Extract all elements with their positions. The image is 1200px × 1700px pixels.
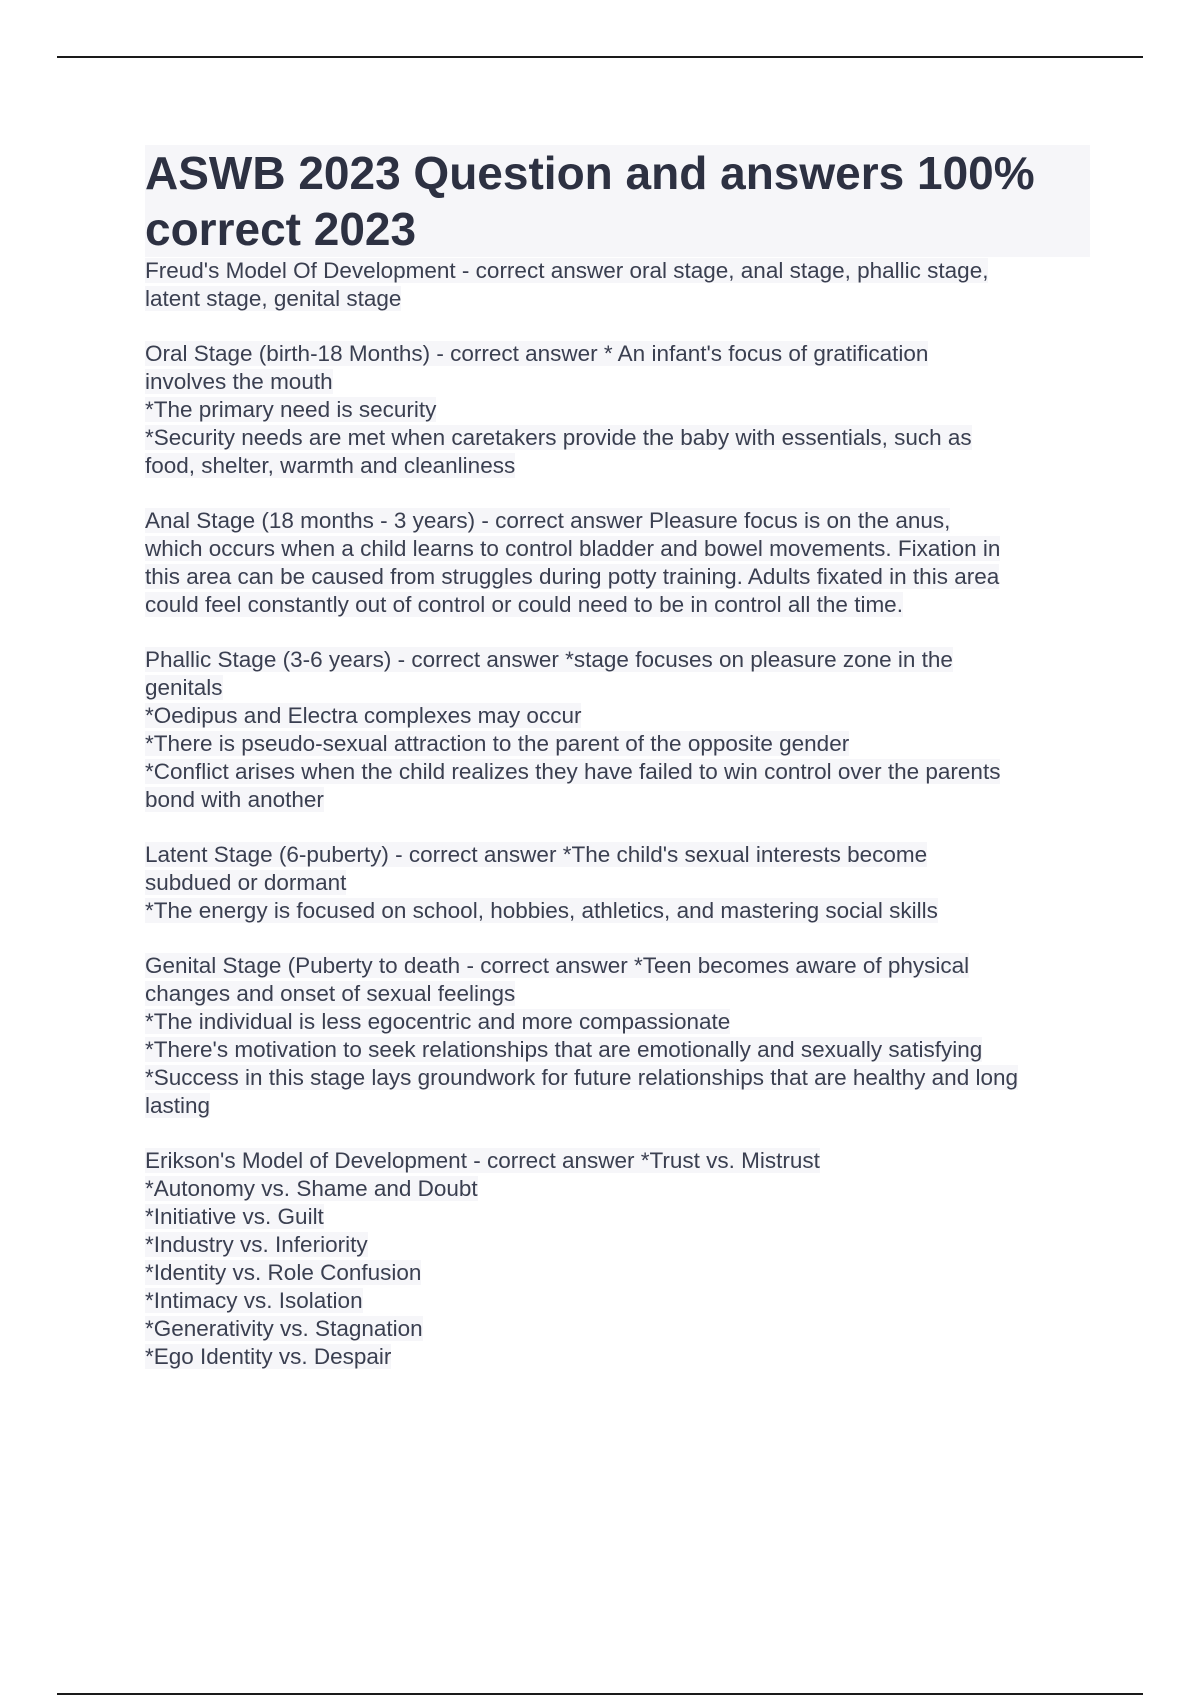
entry-line: lasting [145, 1093, 211, 1118]
entry-freud-model [145, 257, 1090, 313]
entry-line: Genital Stage (Puberty to death - correct answer *Teen becomes aware of physical [145, 953, 970, 978]
entry-line: Phallic Stage (3-6 years) - correct answer *stage focuses on pleasure zone in the [145, 647, 953, 672]
top-rule [57, 56, 1143, 58]
entry-line: *The primary need is security [145, 397, 437, 422]
entry-line: Erikson's Model of Development - correct answer *Trust vs. Mistrust [145, 1148, 820, 1173]
entry-genital-stage [145, 952, 1090, 1120]
entry-line: Freud's Model Of Development - correct answer oral stage, anal stage, phallic stage, [145, 258, 989, 283]
entry-line: *There's motivation to seek relationships that are emotionally and sexually satisfying [145, 1037, 983, 1062]
entry-line: *The energy is focused on school, hobbies, athletics, and mastering social skills [145, 898, 938, 923]
entry-line: could feel constantly out of control or could need to be in control all the time. [145, 592, 903, 617]
entry-line: this area can be caused from struggles during potty training. Adults fixated in this area [145, 564, 1000, 589]
entry-line: changes and onset of sexual feelings [145, 981, 516, 1006]
entry-line: *Intimacy vs. Isolation [145, 1288, 363, 1313]
entries-list [145, 257, 1090, 1371]
entry-line: genitals [145, 675, 223, 700]
entry-line: *Identity vs. Role Confusion [145, 1260, 422, 1285]
entry-line: food, shelter, warmth and cleanliness [145, 453, 516, 478]
entry-line: bond with another [145, 787, 324, 812]
entry-erikson-model [145, 1147, 1090, 1371]
entry-line: Latent Stage (6-puberty) - correct answer *The child's sexual interests become [145, 842, 928, 867]
entry-line: Oral Stage (birth-18 Months) - correct answer * An infant's focus of gratification [145, 341, 929, 366]
entry-line: *Ego Identity vs. Despair [145, 1344, 392, 1369]
entry-line: *Security needs are met when caretakers provide the baby with essentials, such as [145, 425, 972, 450]
bottom-rule [57, 1693, 1143, 1695]
entry-line: subdued or dormant [145, 870, 347, 895]
entry-line: latent stage, genital stage [145, 286, 402, 311]
entry-line: *The individual is less egocentric and more compassionate [145, 1009, 731, 1034]
entry-latent-stage [145, 841, 1090, 925]
entry-line: Anal Stage (18 months - 3 years) - correct answer Pleasure focus is on the anus, [145, 508, 951, 533]
entry-oral-stage [145, 340, 1090, 480]
document-title: ASWB 2023 Question and answers 100% correct 2023 [145, 145, 1090, 257]
entry-line: *Industry vs. Inferiority [145, 1232, 368, 1257]
entry-line: *Generativity vs. Stagnation [145, 1316, 423, 1341]
entry-anal-stage [145, 507, 1090, 619]
entry-line: *Conflict arises when the child realizes they have failed to win control over the parents [145, 759, 1001, 784]
entry-line: involves the mouth [145, 369, 333, 394]
entry-line: *Oedipus and Electra complexes may occur [145, 703, 582, 728]
entry-line: *There is pseudo-sexual attraction to the parent of the opposite gender [145, 731, 850, 756]
entry-line: which occurs when a child learns to control bladder and bowel movements. Fixation in [145, 536, 1001, 561]
entry-line: *Autonomy vs. Shame and Doubt [145, 1176, 478, 1201]
entry-phallic-stage [145, 646, 1090, 814]
entry-line: *Initiative vs. Guilt [145, 1204, 324, 1229]
entry-line: *Success in this stage lays groundwork for future relationships that are healthy and long [145, 1065, 1018, 1090]
document-body [145, 145, 1090, 1398]
